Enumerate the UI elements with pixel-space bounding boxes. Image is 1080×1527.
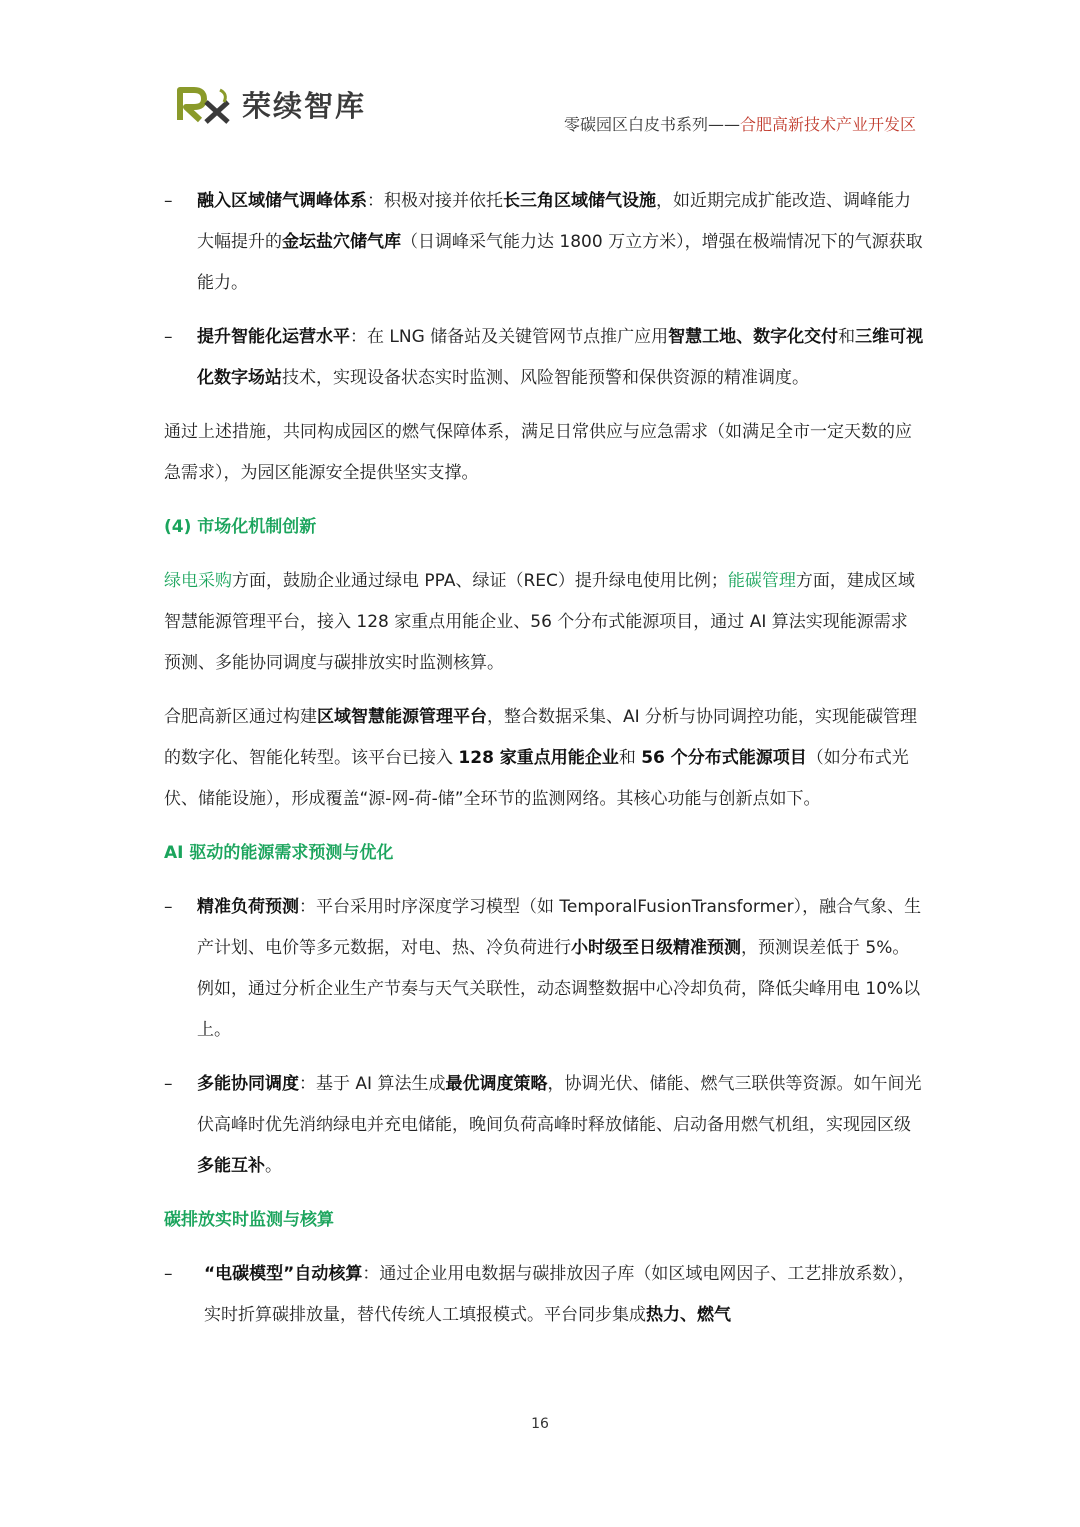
item-text: ：通过企业用电数据与碳排放因子库（如区域电网因子、工艺排放系数），实时折算碳排放量，替代传统人工填报模式。平台同步集成 (204, 1264, 915, 1325)
series-prefix: 零碳园区白皮书系列—— (563, 115, 740, 134)
item-bold: 最优调度策略 (445, 1074, 548, 1094)
para-bold: 128 家重点用能企业 (458, 748, 619, 768)
item-text: 技术，实现设备状态实时监测、风险智能预警和保供资源的精准调度。 (282, 368, 809, 388)
paragraph-platform (164, 697, 924, 820)
para-text: 合肥高新区通过构建 (164, 707, 317, 727)
item-text: ，如近期完成扩能改造、调峰能力大幅提升的 (197, 191, 911, 252)
dash-bullet: – (164, 1264, 173, 1284)
item-text: （日调峰采气能力达 1800 万立方米），增强在极端情况下的气源获取能力。 (197, 232, 923, 293)
dash-bullet: – (164, 327, 173, 347)
brand-name: 荣续智库 (242, 88, 367, 123)
item-text: ：平台采用时序深度学习模型（如 TemporalFusionTransformer），融合气象、生产计划、电价等多元数据，对电、热、冷负荷进行 (197, 897, 922, 958)
item-text: ：在 LNG 储备站及关键管网节点推广应用 (350, 327, 669, 347)
item-text: ：基于 AI 算法生成 (299, 1074, 446, 1094)
item-bold: 热力、燃气 (646, 1305, 731, 1325)
item-bold: 智慧工地、数字化交付 (668, 327, 839, 347)
series-title (564, 112, 916, 135)
para-text: 方面，建成区域智慧能源管理平台，接入 128 家重点用能企业、56 个分布式能源项目，通过 AI 算法实现能源需求预测、多能协同调度与碳排放实时监测核算。 (164, 571, 915, 673)
content (164, 181, 924, 1336)
bullet-item-storage (164, 181, 924, 304)
item-text: ，协调光伏、储能、燃气三联供等资源。如午间光伏高峰时优先消纳绿电并充电储能，晚间负荷高峰时释放储能、启动备用燃气机组，实现园区级 (197, 1074, 922, 1135)
para-text: ，整合数据采集、AI 分析与协同调控功能，实现能碳管理的数字化、智能化转型。该平台已接入 (164, 707, 918, 768)
item-text: ，预测误差低于 5%。例如，通过分析企业生产节奏与天气关联性，动态调整数据中心冷却负荷，降低尖峰用电 10%以上。 (197, 938, 921, 1040)
item-lead: 精准负荷预测 (197, 897, 299, 917)
item-bold: 多能互补 (197, 1156, 265, 1176)
item-lead: “电碳模型”自动核算 (204, 1264, 363, 1284)
item-bold: 小时级至日级精准预测 (571, 938, 741, 958)
bullet-item-dispatch (164, 1064, 924, 1187)
dash-bullet: – (164, 897, 173, 917)
dash-bullet: – (164, 1074, 173, 1094)
series-accent: 合肥高新技术产业开发区 (739, 115, 916, 134)
item-text: 。 (265, 1156, 282, 1176)
para-text: 方面，鼓励企业通过绿电 PPA、绿证（REC）提升绿电使用比例； (232, 571, 728, 591)
page-number: 16 (531, 1416, 549, 1432)
bullet-item-load-forecast (164, 887, 924, 1051)
green-term: 绿电采购 (164, 571, 232, 591)
bullet-item-carbon-model (164, 1254, 924, 1336)
item-lead: 融入区域储气调峰体系 (197, 191, 367, 211)
bullet-item-smart-ops (164, 317, 924, 399)
item-lead: 多能协同调度 (197, 1074, 299, 1094)
green-term: 能碳管理 (727, 571, 796, 591)
item-text: 和 (838, 327, 856, 347)
brand-logo (176, 84, 366, 124)
section-heading-market: (4) 市场化机制创新 (164, 517, 317, 537)
item-bold: 长三角区域储气设施 (503, 191, 656, 211)
para-bold: 56 个分布式能源项目 (641, 748, 807, 768)
paragraph-green-power (164, 561, 924, 684)
para-text: 和 (618, 748, 642, 768)
item-bold: 三维可视化数字场站 (197, 327, 924, 388)
item-lead: 提升智能化运营水平 (197, 327, 350, 347)
para-bold: 区域智慧能源管理平台 (317, 707, 487, 727)
section-heading-carbon: 碳排放实时监测与核算 (164, 1210, 334, 1230)
item-bold: 金坛盐穴储气库 (282, 232, 401, 252)
item-text: ：积极对接并依托 (367, 191, 503, 211)
para-text: （如分布式光伏、储能设施），形成覆盖“源-网-荷-储”全环节的监测网络。其核心功能与创新点如下。 (164, 748, 909, 809)
dash-bullet: – (164, 191, 173, 211)
section-heading-ai: AI 驱动的能源需求预测与优化 (164, 843, 394, 863)
paragraph-gas-summary: 通过上述措施，共同构成园区的燃气保障体系，满足日常供应与应急需求（如满足全市一定天数的应急需求），为园区能源安全提供坚实支撑。 (164, 422, 912, 483)
rx-logo-icon (176, 84, 232, 124)
